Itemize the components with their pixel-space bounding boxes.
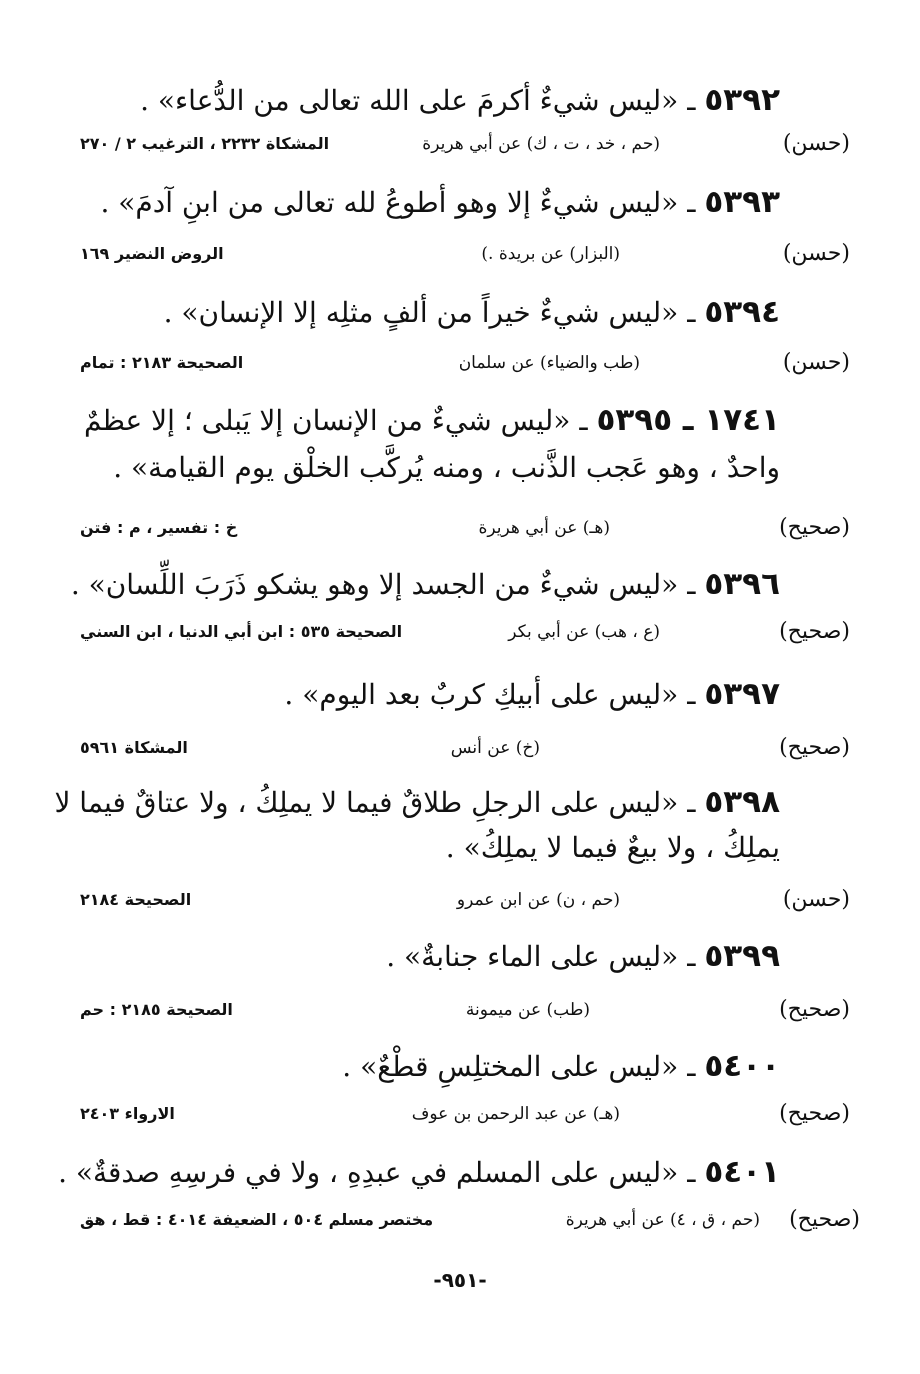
hadith-entry: ٥٣٩٨ ـ «ليس على الرجلِ طلاقٌ فيما لا يملِكُ ، ولا عتاقٌ فيما لا: [54, 784, 780, 820]
hadith-entry: ٥٤٠١ ـ «ليس على المسلم في عبدِهِ ، ولا في فرسِهِ صدقةٌ» .: [58, 1154, 780, 1190]
hadith-reference: [80, 126, 850, 162]
hadith-entry: ١٧٤١ ـ ٥٣٩٥ ـ «ليس شيءٌ من الإنسان إلا يَبلى ؛ إلا عظمٌ: [83, 402, 780, 438]
grade-label: ( صحيح ): [779, 510, 850, 546]
hadith-entry: ٥٣٩٤ ـ «ليس شيءٌ خيراً من ألفٍ مثلِه إلا الإنسان» .: [163, 294, 780, 330]
citation-text: الروض النضير ١٦٩: [80, 244, 224, 263]
hadith-reference: [80, 345, 850, 381]
hadith-reference: [80, 1202, 860, 1238]
citation-text: الصحيحة ٥٣٥ : ابن أبي الدنيا ، ابن السني: [80, 622, 403, 641]
hadith-number: ٥٣٩٧: [704, 676, 780, 712]
hadith-reference: [80, 882, 850, 918]
hadith-entry: ٥٤٠٠ ـ «ليس على المختلِسِ قطْعٌ» .: [342, 1048, 780, 1084]
hadith-reference: [80, 510, 850, 546]
citation-text: الارواء ٢٤٠٣: [80, 1104, 175, 1123]
hadith-text: «ليس شيءٌ إلا وهو أطوعُ لله تعالى من ابنِ آدمَ» .: [100, 186, 679, 219]
citation-text: الصحيحة ٢١٨٥ : حم: [80, 1000, 233, 1019]
grade-label: ( حسن ): [783, 345, 850, 381]
source-text: (طب والضياء) عن سلمان: [458, 353, 640, 373]
citation-text: المشكاة ٥٩٦١: [80, 738, 188, 757]
citation-text: خ : تفسير ، م : فتن: [80, 518, 238, 537]
hadith-reference: [80, 992, 850, 1028]
grade-label: ( حسن ): [783, 882, 850, 918]
grade-label: ( صحيح ): [779, 992, 850, 1028]
hadith-number: ٥٣٩٤: [704, 294, 780, 330]
hadith-text-line-1: «ليس على الرجلِ طلاقٌ فيما لا يملِكُ ، ولا عتاقٌ فيما لا: [54, 786, 679, 819]
grade-label: ( حسن ): [783, 236, 850, 272]
grade-label: ( حسن ): [783, 126, 850, 162]
hadith-number: ٥٤٠٠: [704, 1048, 780, 1084]
citation-text: الصحيحة ٢١٨٣ : تمام: [80, 353, 244, 372]
hadith-text: «ليس على الماء جنابةٌ» .: [386, 940, 679, 973]
hadith-text: «ليس شيءٌ خيراً من ألفٍ مثلِه إلا الإنسان» .: [163, 296, 679, 329]
source-text: (حم ، ن) عن ابن عمرو: [456, 890, 620, 910]
hadith-reference: [80, 1096, 850, 1132]
source-text: (ع ، هب) عن أبي بكر: [508, 622, 660, 642]
hadith-text-line-2: واحدٌ ، وهو عَجب الذَّنب ، ومنه يُركَّب الخلْق يوم القيامة» .: [113, 451, 780, 484]
hadith-entry: ٥٣٩٩ ـ «ليس على الماء جنابةٌ» .: [386, 938, 780, 974]
hadith-number: ٥٣٩٦: [704, 566, 780, 602]
hadith-entry: ٥٣٩٦ ـ «ليس شيءٌ من الجسد إلا وهو يشكو ذَرَبَ اللِّسان» .: [70, 566, 780, 602]
source-text: (هـ) عن أبي هريرة: [478, 518, 610, 538]
hadith-number: ٥٤٠١: [704, 1154, 780, 1190]
source-text: (خ) عن أنس: [450, 738, 540, 758]
grade-label: ( صحيح ): [779, 730, 850, 766]
hadith-text: «ليس شيءٌ أكرمَ على الله تعالى من الدُّعاء» .: [140, 84, 679, 117]
hadith-number: ١٧٤١ ـ ٥٣٩٥: [596, 402, 780, 438]
hadith-entry: ٥٣٩٣ ـ «ليس شيءٌ إلا وهو أطوعُ لله تعالى من ابنِ آدمَ» .: [100, 184, 780, 220]
hadith-number: ٥٣٩٩: [704, 938, 780, 974]
citation-text: مختصر مسلم ٥٠٤ ، الضعيفة ٤٠١٤ : قط ، هق: [80, 1210, 434, 1229]
hadith-number: ٥٣٩٢: [704, 82, 780, 118]
grade-label: ( صحيح ): [779, 1096, 850, 1132]
hadith-text-line-1: «ليس شيءٌ من الإنسان إلا يَبلى ؛ إلا عظمٌ: [83, 404, 571, 437]
source-text: (طب) عن ميمونة: [465, 1000, 590, 1020]
hadith-number: ٥٣٩٣: [704, 184, 780, 220]
source-text: (البزار) عن بريدة .): [481, 244, 620, 264]
page-number: -٩٥١-: [433, 1268, 487, 1292]
hadith-text: «ليس على أبيكِ كربٌ بعد اليوم» .: [284, 678, 679, 711]
hadith-entry: ٥٣٩٢ ـ «ليس شيءٌ أكرمَ على الله تعالى من الدُّعاء» .: [140, 82, 780, 118]
hadith-reference: [80, 236, 850, 272]
citation-text: المشكاة ٢٢٣٢ ، الترغيب ٢ / ٢٧٠: [80, 134, 330, 153]
grade-label: ( صحيح ): [789, 1202, 860, 1238]
source-text: (حم ، ق ، ٤) عن أبي هريرة: [565, 1210, 760, 1230]
hadith-reference: [80, 730, 850, 766]
hadith-text: «ليس على المسلم في عبدِهِ ، ولا في فرسِهِ صدقةٌ» .: [58, 1156, 679, 1189]
hadith-entry: ٥٣٩٧ ـ «ليس على أبيكِ كربٌ بعد اليوم» .: [284, 676, 780, 712]
hadith-text: «ليس على المختلِسِ قطْعٌ» .: [342, 1050, 679, 1083]
hadith-text-line-2: يملِكُ ، ولا بيعٌ فيما لا يملِكُ» .: [445, 831, 780, 864]
citation-text: الصحيحة ٢١٨٤: [80, 890, 192, 909]
hadith-reference: [80, 614, 850, 650]
hadith-text: «ليس شيءٌ من الجسد إلا وهو يشكو ذَرَبَ اللِّسان» .: [70, 568, 679, 601]
source-text: (حم ، خد ، ت ، ك) عن أبي هريرة: [422, 134, 660, 154]
grade-label: ( صحيح ): [779, 614, 850, 650]
hadith-number: ٥٣٩٨: [704, 784, 780, 820]
source-text: (هـ) عن عبد الرحمن بن عوف: [411, 1104, 620, 1124]
